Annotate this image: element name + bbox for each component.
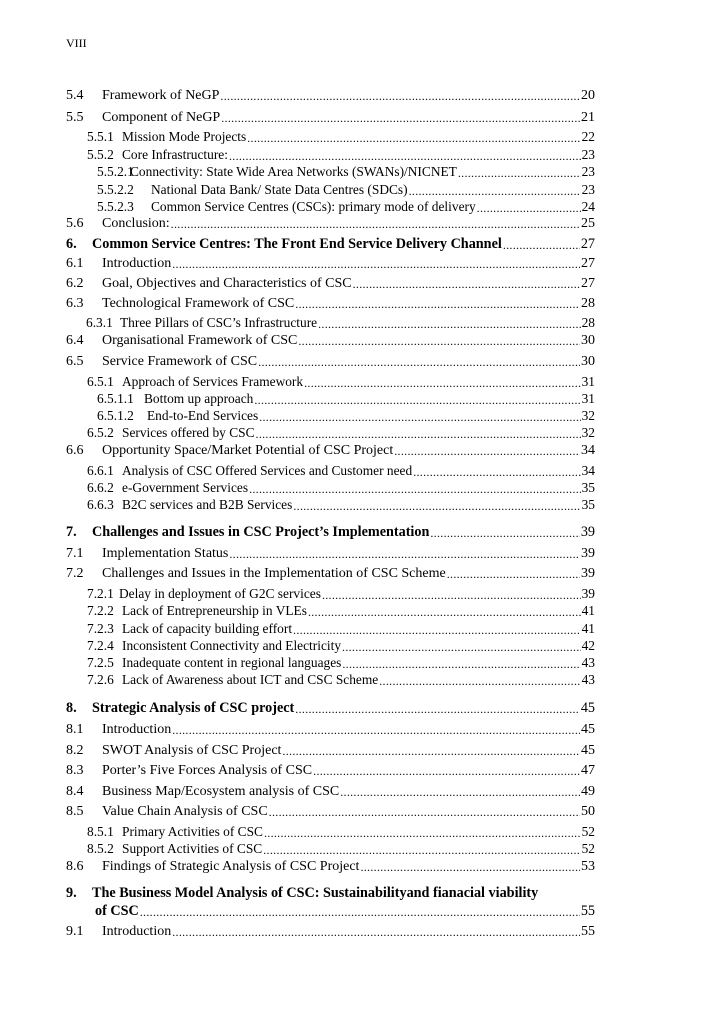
toc-entry — [66, 441, 595, 459]
toc-chapter — [66, 235, 595, 253]
toc-entry — [66, 86, 595, 104]
toc-title: Component of NeGP — [102, 110, 221, 125]
toc-title: End-to-End Services — [147, 408, 259, 423]
toc-title: Lack of Entrepreneurship in VLEs — [122, 603, 307, 618]
toc-page: 32 — [581, 408, 595, 423]
toc-number: 6.5.1.1 — [97, 391, 134, 406]
toc-page: 27 — [580, 236, 595, 252]
toc-title: Introduction — [102, 722, 172, 737]
toc-page: 32 — [581, 425, 595, 440]
toc-entry — [66, 741, 595, 759]
toc-leader — [298, 332, 580, 346]
toc-leader — [140, 903, 580, 917]
toc-chapter — [66, 699, 595, 717]
toc-leader — [447, 565, 580, 579]
toc-entry — [87, 146, 595, 164]
toc-number: 7.2.5 — [87, 655, 114, 670]
toc-number: 5.5 — [66, 110, 84, 125]
toc-number: 8.3 — [66, 763, 84, 778]
toc-number: 7.2.4 — [87, 638, 114, 653]
toc-leader — [340, 783, 580, 797]
toc-number: 7.2.2 — [87, 603, 114, 618]
toc-page: 45 — [581, 743, 595, 758]
toc-entry — [87, 496, 595, 514]
toc-entry — [87, 128, 595, 146]
toc-leader — [249, 480, 581, 494]
toc-chapter — [66, 523, 595, 541]
toc-number: 8.1 — [66, 722, 84, 737]
toc-entry — [97, 181, 595, 199]
toc-number: 6.1 — [66, 256, 84, 271]
toc-entry — [66, 802, 595, 820]
toc-title: Primary Activities of CSC — [122, 824, 263, 839]
toc-entry — [66, 761, 595, 779]
toc-entry — [86, 314, 595, 332]
toc-number: 5.5.2.1 — [97, 164, 134, 179]
toc-leader — [353, 275, 580, 289]
toc-title: Findings of Strategic Analysis of CSC Project — [102, 859, 360, 874]
toc-entry — [66, 254, 595, 272]
toc-title: Organisational Framework of CSC — [102, 333, 298, 348]
toc-leader — [360, 858, 580, 872]
toc-title: Lack of capacity building effort — [122, 621, 293, 636]
toc-leader — [259, 408, 580, 422]
toc-leader — [503, 236, 580, 250]
toc-leader — [263, 841, 580, 855]
toc-leader — [172, 721, 580, 735]
toc-title: The Business Model Analysis of CSC: Sustainabilityand fianacial viability — [92, 885, 539, 901]
toc-leader — [342, 655, 580, 669]
toc-page: 43 — [581, 655, 595, 670]
toc-page: 21 — [581, 110, 595, 125]
toc-leader — [318, 315, 581, 329]
toc-entry — [87, 424, 595, 442]
toc-leader — [295, 295, 580, 309]
toc-number: 9. — [66, 885, 77, 901]
toc-page: 23 — [581, 147, 595, 162]
toc-number: 7. — [66, 524, 77, 540]
toc-title: Porter’s Five Forces Analysis of CSC — [102, 763, 313, 778]
toc-entry — [66, 352, 595, 370]
toc-page: 55 — [580, 903, 595, 919]
toc-number: 7.2.3 — [87, 621, 114, 636]
toc-page: 30 — [581, 333, 595, 348]
toc-leader — [477, 199, 581, 213]
toc-number: 8.2 — [66, 743, 84, 758]
toc-entry — [87, 823, 595, 841]
toc-leader — [322, 586, 581, 600]
toc-number: 6.5.1 — [87, 374, 114, 389]
toc-page: 39 — [581, 586, 595, 601]
toc-page: 23 — [581, 164, 595, 179]
toc-number: 6.6.1 — [87, 463, 114, 478]
toc-page: 45 — [580, 700, 595, 716]
toc-entry — [66, 782, 595, 800]
toc-leader — [295, 700, 580, 714]
toc-entry — [66, 720, 595, 738]
toc-number: 7.2.1 — [87, 586, 114, 601]
toc-number: 7.2.6 — [87, 672, 114, 687]
toc-leader — [229, 545, 580, 559]
toc-entry — [87, 671, 595, 689]
toc-page: 25 — [581, 216, 595, 231]
toc-title: Business Map/Ecosystem analysis of CSC — [102, 784, 340, 799]
toc-title: of CSC — [95, 903, 139, 919]
toc-number: 6.4 — [66, 333, 84, 348]
toc-entry — [87, 654, 595, 672]
toc-leader — [458, 164, 581, 178]
toc-chapter-continuation — [95, 902, 595, 920]
toc-title: Mission Mode Projects — [122, 129, 247, 144]
toc-entry — [66, 108, 595, 126]
toc-leader — [379, 672, 580, 686]
toc-entry — [66, 274, 595, 292]
toc-number: 8.5 — [66, 804, 84, 819]
toc-leader — [221, 109, 580, 123]
toc-page: 30 — [581, 354, 595, 369]
toc-page: 49 — [581, 784, 595, 799]
toc-title: Challenges and Issues in CSC Project’s Implementation — [92, 524, 430, 540]
toc-entry — [66, 294, 595, 312]
toc-title: Implementation Status — [102, 546, 229, 561]
toc-number: 5.5.2.2 — [97, 182, 134, 197]
toc-page: 31 — [581, 374, 595, 389]
toc-title: Delay in deployment of G2C services — [119, 586, 321, 601]
toc-entry — [66, 214, 595, 232]
toc-entry — [66, 857, 595, 875]
toc-page: 35 — [581, 480, 595, 495]
toc-title: Conclusion: — [102, 216, 170, 231]
toc-page: 52 — [581, 841, 595, 856]
toc-page: 53 — [581, 859, 595, 874]
toc-number: 6.6.2 — [87, 480, 114, 495]
toc-page: 39 — [581, 546, 595, 561]
toc-number: 6.3.1 — [86, 315, 113, 330]
toc-leader — [172, 255, 580, 269]
toc-leader — [220, 87, 580, 101]
toc-number: 6.5 — [66, 354, 84, 369]
toc-page: 45 — [581, 722, 595, 737]
toc-title: Approach of Services Framework — [122, 374, 304, 389]
toc-page: 39 — [580, 524, 595, 540]
toc-entry — [97, 390, 595, 408]
toc-number: 6.5.2 — [87, 425, 114, 440]
toc-page: 34 — [581, 463, 595, 478]
toc-leader — [304, 374, 581, 388]
toc-title: Service Framework of CSC — [102, 354, 258, 369]
toc-page: 24 — [581, 199, 595, 214]
toc-entry — [87, 840, 595, 858]
toc-leader — [342, 638, 581, 652]
toc-entry — [87, 620, 595, 638]
toc-number: 7.1 — [66, 546, 84, 561]
toc-entry — [87, 373, 595, 391]
toc-number: 8.4 — [66, 784, 84, 799]
toc-page: 35 — [581, 497, 595, 512]
toc-leader — [172, 923, 580, 937]
toc-title: Common Service Centres (CSCs): primary mode of delivery — [151, 199, 476, 214]
toc-title: B2C services and B2B Services — [122, 497, 293, 512]
toc-leader — [293, 621, 581, 635]
toc-leader — [254, 391, 580, 405]
toc-title: Core Infrastructure: — [122, 147, 228, 162]
toc-title: Services offered by CSC — [122, 425, 255, 440]
toc-page: 28 — [581, 315, 595, 330]
toc-leader — [293, 497, 580, 511]
toc-title: Lack of Awareness about ICT and CSC Scheme — [122, 672, 379, 687]
toc-title: Challenges and Issues in the Implementation of CSC Scheme — [102, 566, 446, 581]
toc-entry — [66, 564, 595, 582]
toc-leader — [409, 182, 581, 196]
toc-entry — [87, 637, 595, 655]
toc-leader — [430, 524, 579, 538]
toc-title: Introduction — [102, 256, 172, 271]
toc-page: 47 — [581, 763, 595, 778]
toc-number: 5.5.2.3 — [97, 199, 134, 214]
toc-title: Goal, Objectives and Characteristics of CSC — [102, 276, 352, 291]
toc-page: 27 — [581, 256, 595, 271]
toc-number: 5.5.2 — [87, 147, 114, 162]
toc-title: Opportunity Space/Market Potential of CSC Project — [102, 443, 394, 458]
toc-page: 23 — [581, 182, 595, 197]
toc-page: 52 — [581, 824, 595, 839]
toc-leader — [269, 803, 580, 817]
toc-number: 7.2 — [66, 566, 84, 581]
toc-title: Inadequate content in regional languages — [122, 655, 342, 670]
toc-number: 5.5.1 — [87, 129, 114, 144]
toc-entry — [87, 585, 595, 603]
toc-number: 6.2 — [66, 276, 84, 291]
toc-leader — [247, 129, 580, 143]
toc-page: 22 — [581, 129, 595, 144]
toc-page: 42 — [581, 638, 595, 653]
toc-title: National Data Bank/ State Data Centres (SDCs) — [151, 182, 408, 197]
toc-number: 5.4 — [66, 88, 84, 103]
toc-page: 50 — [581, 804, 595, 819]
toc-leader — [256, 425, 581, 439]
toc-page: 34 — [581, 443, 595, 458]
toc-leader — [264, 824, 581, 838]
toc-number: 8. — [66, 700, 77, 716]
toc-page: 27 — [581, 276, 595, 291]
toc-page: 41 — [581, 603, 595, 618]
toc-entry — [87, 462, 595, 480]
toc-title: Inconsistent Connectivity and Electricity — [122, 638, 342, 653]
toc-title: Introduction — [102, 924, 172, 939]
toc-page: 43 — [581, 672, 595, 687]
toc-number: 6.6 — [66, 443, 84, 458]
toc-title: Common Service Centres: The Front End Service Delivery Channel — [92, 236, 502, 252]
toc-title: e-Government Services — [122, 480, 249, 495]
toc-title: SWOT Analysis of CSC Project — [102, 743, 282, 758]
toc-page: 55 — [581, 924, 595, 939]
toc-page: 20 — [581, 88, 595, 103]
toc-leader — [258, 353, 580, 367]
toc-entry — [66, 331, 595, 349]
toc-number: 6.3 — [66, 296, 84, 311]
toc-leader — [413, 463, 580, 477]
toc-entry — [66, 544, 595, 562]
toc-number: 5.6 — [66, 216, 84, 231]
toc-entry — [97, 163, 595, 181]
toc-entry — [66, 922, 595, 940]
toc-title: Strategic Analysis of CSC project — [92, 700, 295, 716]
toc-number: 8.5.1 — [87, 824, 114, 839]
toc-number: 6.6.3 — [87, 497, 114, 512]
toc-page: 39 — [581, 566, 595, 581]
toc-title: Three Pillars of CSC’s Infrastructure — [120, 315, 318, 330]
toc-entry — [87, 602, 595, 620]
toc-title: Connectivity: State Wide Area Networks (SWANs)/NICNET — [130, 164, 457, 179]
toc-title: Bottom up approach — [144, 391, 254, 406]
toc-title: Framework of NeGP — [102, 88, 220, 103]
toc-page: 31 — [581, 391, 595, 406]
toc-leader — [308, 603, 581, 617]
toc-number: 6. — [66, 236, 77, 252]
toc-title: Value Chain Analysis of CSC — [102, 804, 268, 819]
toc-leader — [229, 147, 581, 161]
toc-leader — [282, 742, 580, 756]
toc-title: Support Activities of CSC — [122, 841, 263, 856]
toc-page: 41 — [581, 621, 595, 636]
toc-page: 28 — [581, 296, 595, 311]
toc-number: 9.1 — [66, 924, 84, 939]
toc-leader — [313, 762, 580, 776]
toc-leader — [394, 442, 580, 456]
toc-chapter — [66, 884, 595, 902]
toc-entry — [87, 479, 595, 497]
page-number: VIII — [66, 36, 87, 50]
toc-number: 6.5.1.2 — [97, 408, 134, 423]
toc-title: Technological Framework of CSC — [102, 296, 295, 311]
toc-title: Analysis of CSC Offered Services and Customer need — [122, 463, 413, 478]
toc-leader — [171, 215, 580, 229]
toc-number: 8.6 — [66, 859, 84, 874]
toc-entry — [97, 407, 595, 425]
toc-number: 8.5.2 — [87, 841, 114, 856]
